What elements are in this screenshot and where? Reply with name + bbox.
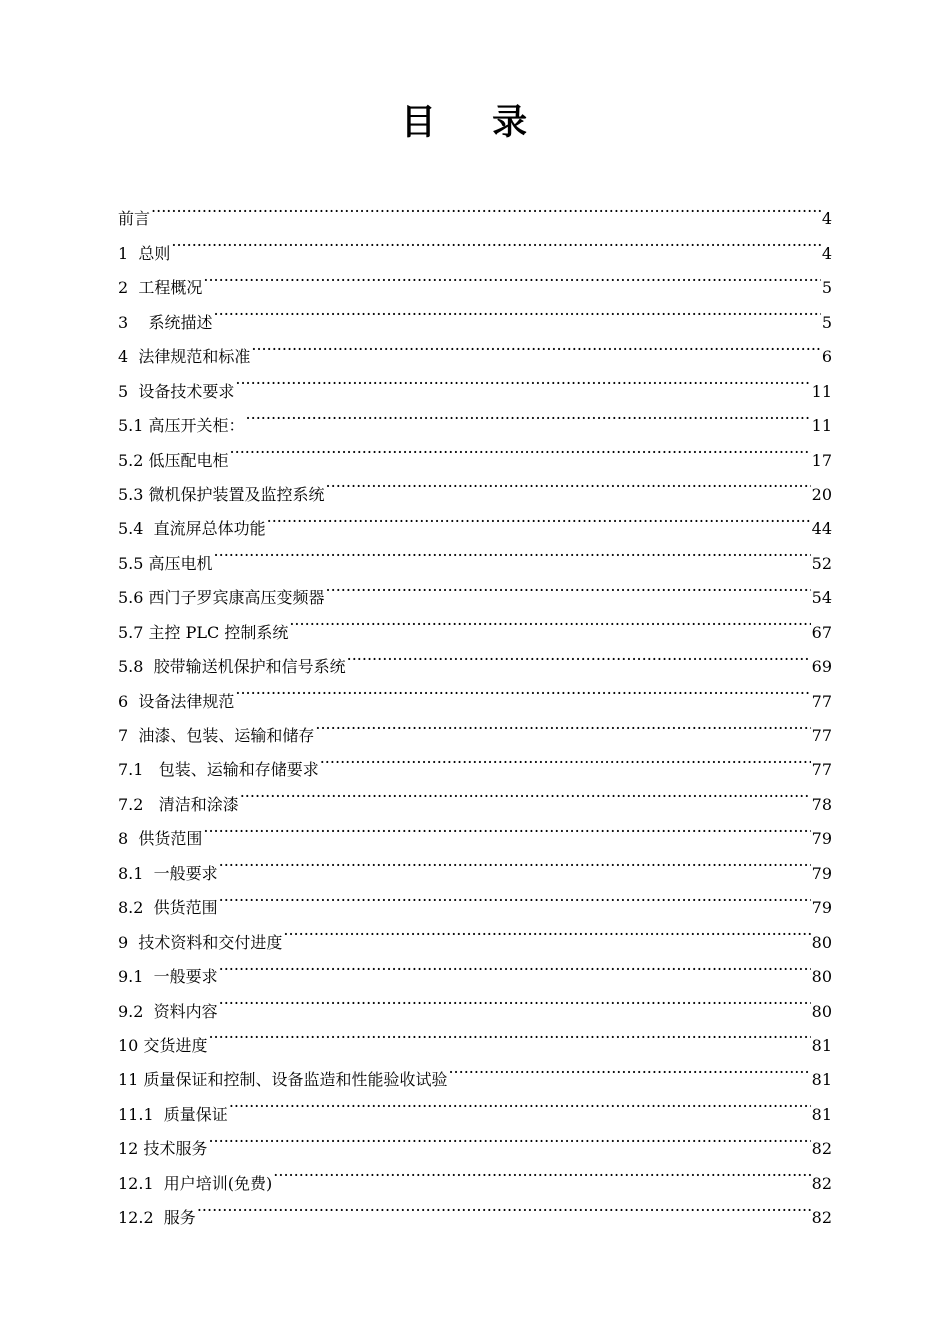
toc-entry[interactable] xyxy=(118,293,832,332)
toc-dot-leader xyxy=(203,259,820,293)
toc-dot-leader xyxy=(151,190,821,224)
toc-entry[interactable] xyxy=(118,982,832,1021)
toc-entry-page: 69 xyxy=(811,657,832,677)
toc-entry-page: 11 xyxy=(811,416,832,436)
toc-dot-leader xyxy=(273,1154,810,1188)
toc-entry-label: 8.2 供货范围 xyxy=(118,898,218,918)
toc-entry[interactable] xyxy=(118,1120,832,1159)
toc-entry[interactable] xyxy=(118,948,832,987)
toc-dot-leader xyxy=(219,948,811,982)
toc-dot-leader xyxy=(246,397,811,431)
toc-entry-page: 20 xyxy=(811,484,832,504)
toc-entry-page: 82 xyxy=(811,1173,832,1193)
toc-entry-page: 79 xyxy=(811,898,832,918)
toc-dot-leader xyxy=(283,913,810,947)
toc-dot-leader xyxy=(214,534,811,568)
toc-entry-page: 4 xyxy=(821,209,832,229)
toc-dot-leader xyxy=(326,466,811,500)
toc-entry-page: 4 xyxy=(821,243,832,263)
toc-entry-label: 9.1 一般要求 xyxy=(118,967,218,987)
toc-entry[interactable] xyxy=(118,1154,832,1193)
toc-entry[interactable] xyxy=(118,569,832,608)
toc-entry[interactable] xyxy=(118,810,832,849)
toc-entry-label: 12 技术服务 xyxy=(118,1139,208,1159)
toc-entry-page: 81 xyxy=(811,1035,832,1055)
toc-dot-leader xyxy=(240,775,811,809)
toc-entry-label: 5 设备技术要求 xyxy=(118,381,235,401)
toc-dot-leader xyxy=(347,638,811,672)
toc-entry-page: 81 xyxy=(811,1070,832,1090)
toc-entry-label: 9 技术资料和交付进度 xyxy=(118,932,283,952)
toc-dot-leader xyxy=(214,293,821,327)
toc-dot-leader xyxy=(219,879,811,913)
toc-entry-label: 8.1 一般要求 xyxy=(118,863,218,883)
toc-entry[interactable] xyxy=(118,1189,832,1228)
toc-entry-page: 77 xyxy=(811,726,832,745)
toc-entry-label: 5.1 高压开关柜： xyxy=(118,416,245,436)
toc-entry-label: 1 总则 xyxy=(118,243,171,263)
toc-entry-label: 10 交货进度 xyxy=(118,1035,208,1055)
table-of-contents xyxy=(118,190,832,1228)
toc-entry[interactable] xyxy=(118,328,832,367)
toc-entry[interactable] xyxy=(118,1017,832,1055)
toc-entry[interactable] xyxy=(118,259,832,298)
toc-entry[interactable] xyxy=(118,1051,832,1090)
toc-entry[interactable] xyxy=(118,879,832,918)
toc-entry-label: 6 设备法律规范 xyxy=(118,691,235,711)
toc-dot-leader xyxy=(229,1085,811,1119)
toc-entry[interactable] xyxy=(118,190,832,229)
toc-entry-page: 52 xyxy=(811,553,832,573)
toc-entry-label: 5.3 微机保护装置及监控系统 xyxy=(118,484,325,504)
toc-entry-label: 5.7 主控 PLC 控制系统 xyxy=(118,622,289,642)
toc-entry-page: 80 xyxy=(811,1001,832,1021)
toc-dot-leader xyxy=(326,569,811,603)
toc-dot-leader xyxy=(289,603,810,637)
toc-entry-label: 11.1 质量保证 xyxy=(118,1104,228,1124)
toc-dot-leader xyxy=(208,1120,810,1154)
toc-entry-label: 7 油漆、包装、运输和储存 xyxy=(118,726,315,745)
toc-entry-page: 67 xyxy=(811,622,832,642)
toc-entry-page: 81 xyxy=(811,1104,832,1124)
toc-dot-leader xyxy=(267,500,811,534)
toc-entry-page: 44 xyxy=(811,519,832,539)
toc-dot-leader xyxy=(320,741,811,775)
page-title: 目 录 xyxy=(400,103,550,143)
toc-entry-page: 80 xyxy=(811,967,832,987)
toc-entry-page: 82 xyxy=(811,1208,832,1228)
toc-entry-label: 11 质量保证和控制、设备监造和性能验收试验 xyxy=(118,1070,448,1090)
toc-entry-page: 77 xyxy=(811,760,832,780)
toc-entry[interactable] xyxy=(118,534,832,573)
toc-dot-leader xyxy=(203,810,810,844)
toc-entry-page: 54 xyxy=(811,588,832,608)
toc-entry-label: 9.2 资料内容 xyxy=(118,1001,218,1021)
toc-dot-leader xyxy=(315,707,810,741)
toc-entry-label: 12.1 用户培训(免费) xyxy=(118,1173,273,1193)
toc-entry-label: 前言 xyxy=(118,209,151,229)
toc-dot-leader xyxy=(448,1051,810,1085)
toc-dot-leader xyxy=(219,982,811,1016)
toc-entry-label: 5.5 高压电机 xyxy=(118,553,213,573)
toc-entry[interactable] xyxy=(118,913,832,952)
toc-entry-label: 4 法律规范和标准 xyxy=(118,347,251,367)
toc-entry-label: 7.1 包装、运输和存储要求 xyxy=(118,760,319,780)
toc-entry-label: 2 工程概况 xyxy=(118,278,203,298)
toc-entry-label: 3 系统描述 xyxy=(118,312,213,332)
toc-entry-label: 12.2 服务 xyxy=(118,1208,196,1228)
toc-entry-label: 5.6 西门子罗宾康高压变频器 xyxy=(118,588,325,608)
toc-entry-page: 78 xyxy=(811,794,832,814)
toc-dot-leader xyxy=(251,328,820,362)
toc-dot-leader xyxy=(219,844,811,878)
toc-entry-page: 77 xyxy=(811,691,832,711)
toc-entry-label: 8 供货范围 xyxy=(118,829,203,849)
toc-entry-label: 5.2 低压配电柜 xyxy=(118,450,229,470)
toc-entry-label: 5.4 直流屏总体功能 xyxy=(118,519,266,539)
toc-entry-page: 79 xyxy=(811,863,832,883)
toc-entry-page: 6 xyxy=(821,347,832,367)
toc-entry-page: 82 xyxy=(811,1139,832,1159)
toc-entry-page: 5 xyxy=(821,278,832,298)
toc-entry-page: 5 xyxy=(821,312,832,332)
toc-dot-leader xyxy=(171,224,820,258)
toc-entry-page: 79 xyxy=(811,829,832,849)
toc-dot-leader xyxy=(235,362,810,396)
toc-entry-label: 7.2 清洁和涂漆 xyxy=(118,794,239,814)
toc-entry[interactable] xyxy=(118,224,832,263)
toc-dot-leader xyxy=(197,1189,811,1223)
toc-entry-page: 17 xyxy=(811,450,832,470)
toc-entry-page: 80 xyxy=(811,932,832,952)
toc-entry-label: 5.8 胶带输送机保护和信号系统 xyxy=(118,657,346,677)
toc-entry-page: 11 xyxy=(811,381,832,401)
toc-dot-leader xyxy=(235,672,810,706)
toc-dot-leader xyxy=(230,431,811,465)
toc-dot-leader xyxy=(208,1017,810,1051)
toc-entry[interactable] xyxy=(118,844,832,883)
